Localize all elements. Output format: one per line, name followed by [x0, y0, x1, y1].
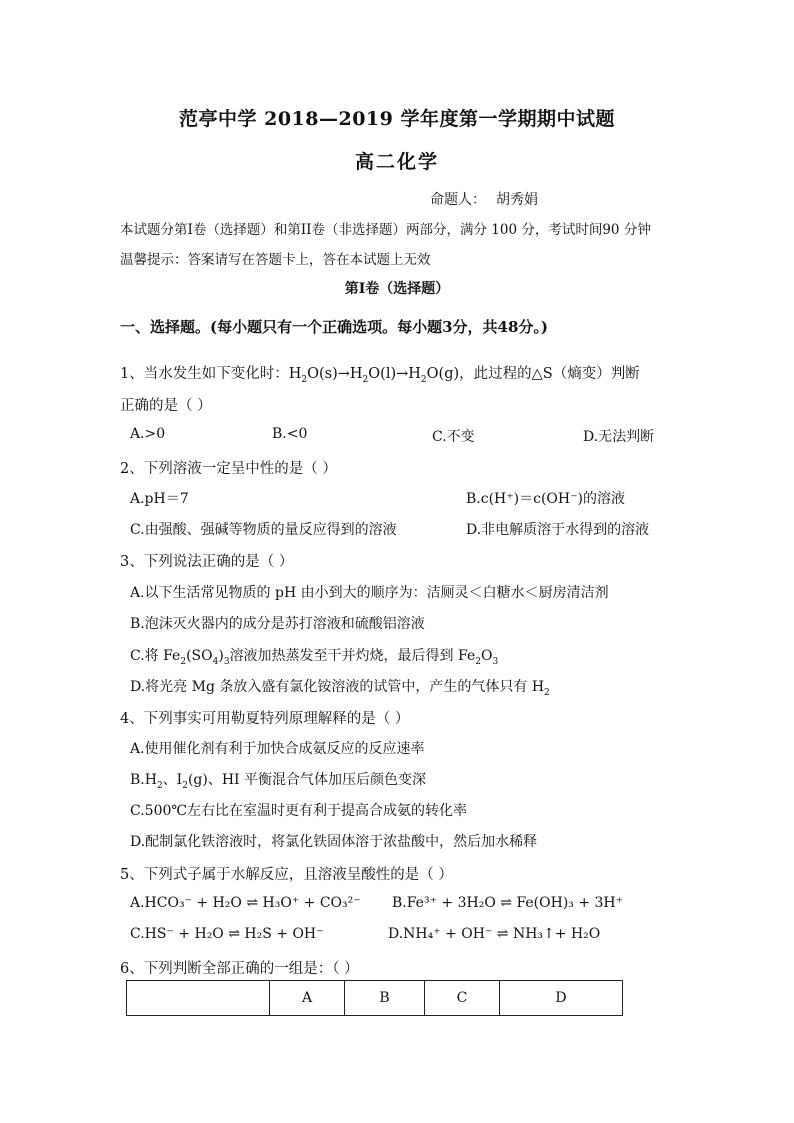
q3-option-c: C.将 $Fe_2(SO_4)_3$溶液加热蒸发至干并灼烧，最后得到 $Fe_2O_3$: [130, 648, 499, 667]
question-6-stem: 6、下列判断全部正确的一组是：（ ）: [120, 961, 359, 977]
question-5-stem: 5、下列式子属于水解反应，且溶液呈酸性的是（ ）: [120, 867, 453, 883]
table-header-a: A: [270, 981, 345, 1016]
question-4-stem: 4、下列事实可用勒夏特列原理解释的是（ ）: [120, 711, 410, 727]
table-header-d: D: [500, 981, 623, 1016]
q2-option-a: A.pH＝7: [130, 491, 189, 507]
q4-option-a: A.使用催化剂有利于加快合成氨反应的反应速率: [130, 741, 425, 757]
q1-option-d: D.无法判断: [583, 429, 655, 445]
q1-option-c: C.不变: [432, 429, 475, 445]
q2-option-c: C.由强酸、强碱等物质的量反应得到的溶液: [130, 522, 397, 538]
exam-subject: 高二化学: [354, 151, 439, 173]
q3-option-a: A.以下生活常见物质的 pH 由小到大的顺序为：洁厕灵＜白糖水＜厨房清洁剂: [130, 585, 609, 601]
q1-option-a: A.>0: [130, 426, 166, 442]
question-2-stem: 2、下列溶液一定呈中性的是（ ）: [120, 461, 337, 477]
table-header-b: B: [345, 981, 425, 1016]
q4-option-b: $B.H_2$、$I_2(g)$、HI 平衡混合气体加压后颜色变深: [130, 772, 427, 791]
intro-line-1: 本试题分第Ⅰ卷（选择题）和第II卷（非选择题）两部分，满分 100 分，考试时间90 分钟: [120, 222, 651, 238]
q2-option-b: B.c(H⁺)＝c(OH⁻)的溶液: [466, 491, 625, 507]
author-name: 胡秀娟: [496, 192, 538, 208]
q2-option-d: D.非电解质溶于水得到的溶液: [466, 522, 650, 538]
part-title: 一、选择题。(每小题只有一个正确选项。每小题3分，共48分。): [120, 318, 549, 336]
table-header-c: C: [425, 981, 500, 1016]
q4-option-c: C.500℃左右比在室温时更有利于提高合成氨的转化率: [130, 803, 468, 819]
q3-option-d: D.将光亮 Mg 条放入盛有氯化铵溶液的试管中，产生的气体只有 $H_2$: [130, 679, 550, 698]
author-line: [430, 189, 538, 209]
q3-option-b: B.泡沫灭火器内的成分是苏打溶液和硫酸铝溶液: [130, 616, 425, 632]
author-label: 命题人：: [430, 192, 486, 208]
question-3-stem: 3、下列说法正确的是（ ）: [120, 554, 294, 570]
q5-option-d: D.NH₄⁺ + OH⁻ ⇌ NH₃↑+ H₂O: [388, 926, 601, 942]
question-1-stem: 1、当水发生如下变化时：$H_2O(s)\to H_2O(l)\to H_2O(g)$，此过程的△S（熵变）判断: [120, 366, 640, 385]
q1-option-b: B.<0: [272, 426, 308, 442]
q4-option-d: D.配制氯化铁溶液时，将氯化铁固体溶于浓盐酸中，然后加水稀释: [130, 834, 538, 850]
intro-line-2: 温馨提示：答案请写在答题卡上，答在本试题上无效: [120, 252, 431, 268]
exam-title: 范亭中学 2018—2019 学年度第一学期期中试题: [179, 108, 615, 130]
question-6-table: [126, 980, 623, 1016]
table-header-blank: [127, 981, 270, 1016]
section-title: 第Ⅰ卷（选择题）: [344, 281, 450, 297]
q5-option-a: A.HCO₃⁻ + H₂O ⇌ H₃O⁺ + CO₃²⁻: [130, 895, 361, 911]
question-1-stem-line2: 正确的是（ ）: [120, 398, 212, 414]
q5-option-c: C.HS⁻ + H₂O ⇌ H₂S + OH⁻: [130, 926, 324, 942]
q5-option-b: B.Fe³⁺ + 3H₂O ⇌ Fe(OH)₃ + 3H⁺: [392, 895, 624, 911]
table-row: [127, 981, 623, 1016]
